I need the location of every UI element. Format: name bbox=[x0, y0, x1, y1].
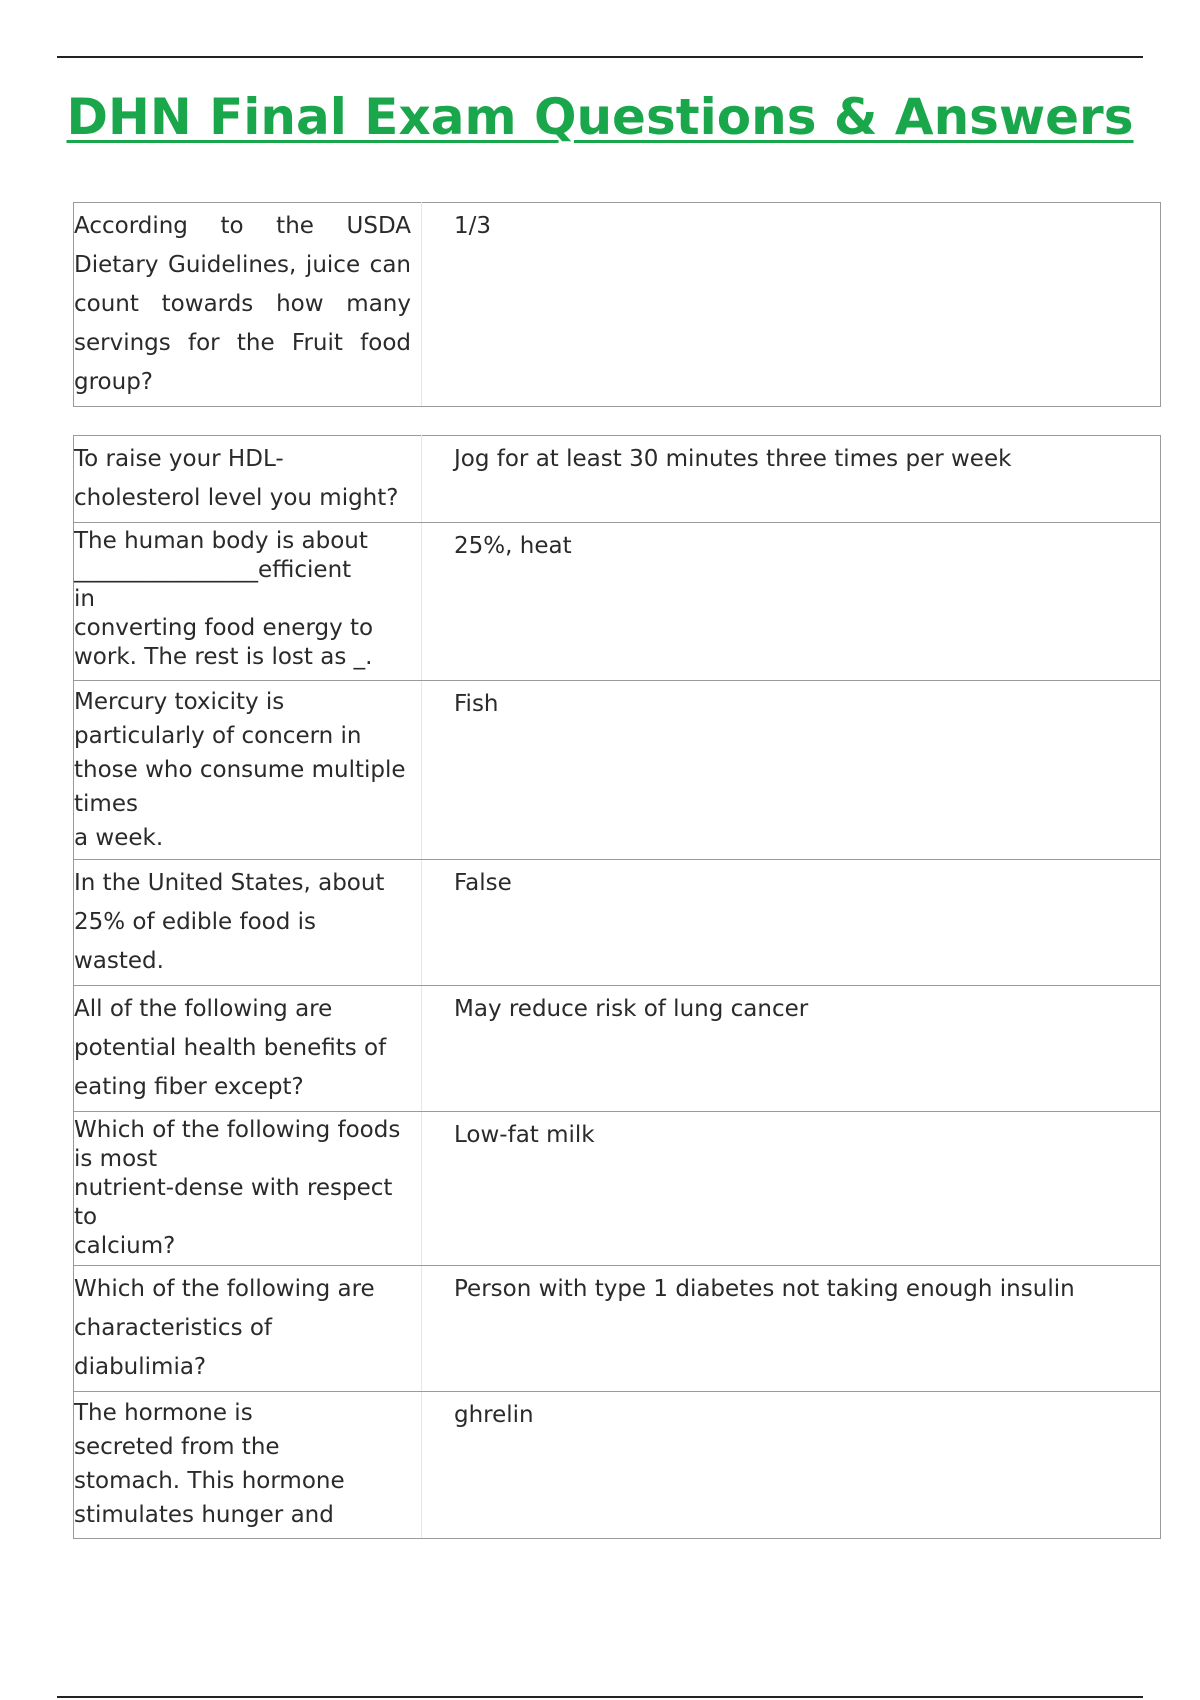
table-row bbox=[74, 986, 1161, 1112]
answer-cell bbox=[422, 681, 1161, 860]
bottom-rule bbox=[57, 1696, 1143, 1698]
question-text: Which of the following foods is most nutrient-dense with respect to calcium? bbox=[74, 1117, 401, 1259]
question-text: In the United States, about 25% of edible food is wasted. bbox=[74, 870, 385, 974]
answer-cell bbox=[422, 436, 1161, 523]
answer-cell bbox=[422, 986, 1161, 1112]
answer-text: Low-fat milk bbox=[454, 1122, 595, 1148]
answer-text: 25%, heat bbox=[454, 533, 572, 559]
table-row bbox=[74, 203, 1161, 407]
answer-text: False bbox=[454, 870, 512, 896]
answer-text: ghrelin bbox=[454, 1402, 534, 1428]
answer-text: May reduce risk of lung cancer bbox=[454, 996, 809, 1022]
question-text: The human body is about ________________efficient in converting food energy to work. The rest is lost as _. bbox=[74, 528, 374, 670]
table-row bbox=[74, 860, 1161, 986]
page-title: DHN Final Exam Questions & Answers bbox=[66, 88, 1134, 146]
question-cell bbox=[74, 986, 422, 1112]
question-text: According to the USDA Dietary Guidelines, juice can count towards how many servings for the Fruit food group? bbox=[74, 213, 411, 395]
table-row bbox=[74, 1112, 1161, 1266]
answer-cell bbox=[422, 523, 1161, 681]
answer-cell bbox=[422, 1266, 1161, 1392]
table-row bbox=[74, 681, 1161, 860]
table-row bbox=[74, 1266, 1161, 1392]
table-row bbox=[74, 436, 1161, 523]
question-cell bbox=[74, 860, 422, 986]
question-cell bbox=[74, 1112, 422, 1266]
question-cell bbox=[74, 436, 422, 523]
question-cell bbox=[74, 203, 422, 407]
question-text: All of the following are potential health benefits of eating fiber except? bbox=[74, 996, 387, 1100]
top-rule bbox=[57, 56, 1143, 58]
qa-table-1 bbox=[73, 202, 1161, 407]
answer-cell bbox=[422, 1392, 1161, 1539]
question-cell bbox=[74, 1266, 422, 1392]
table-row bbox=[74, 523, 1161, 681]
answer-cell bbox=[422, 860, 1161, 986]
question-text: To raise your HDL- cholesterol level you might? bbox=[74, 446, 399, 511]
question-cell bbox=[74, 523, 422, 681]
answer-text: Person with type 1 diabetes not taking enough insulin bbox=[454, 1276, 1075, 1302]
qa-table-2 bbox=[73, 435, 1161, 1539]
answer-cell bbox=[422, 1112, 1161, 1266]
question-cell bbox=[74, 681, 422, 860]
table-row bbox=[74, 1392, 1161, 1539]
answer-cell bbox=[422, 203, 1161, 407]
question-text: The hormone is secreted from the stomach. This hormone stimulates hunger and bbox=[74, 1400, 345, 1528]
answer-text: Jog for at least 30 minutes three times per week bbox=[454, 446, 1012, 472]
answer-text: 1/3 bbox=[454, 213, 492, 239]
answer-text: Fish bbox=[454, 691, 499, 717]
question-cell bbox=[74, 1392, 422, 1539]
question-text: Mercury toxicity is particularly of concern in those who consume multiple times a week. bbox=[74, 689, 406, 851]
question-text: Which of the following are characteristics of diabulimia? bbox=[74, 1276, 375, 1380]
